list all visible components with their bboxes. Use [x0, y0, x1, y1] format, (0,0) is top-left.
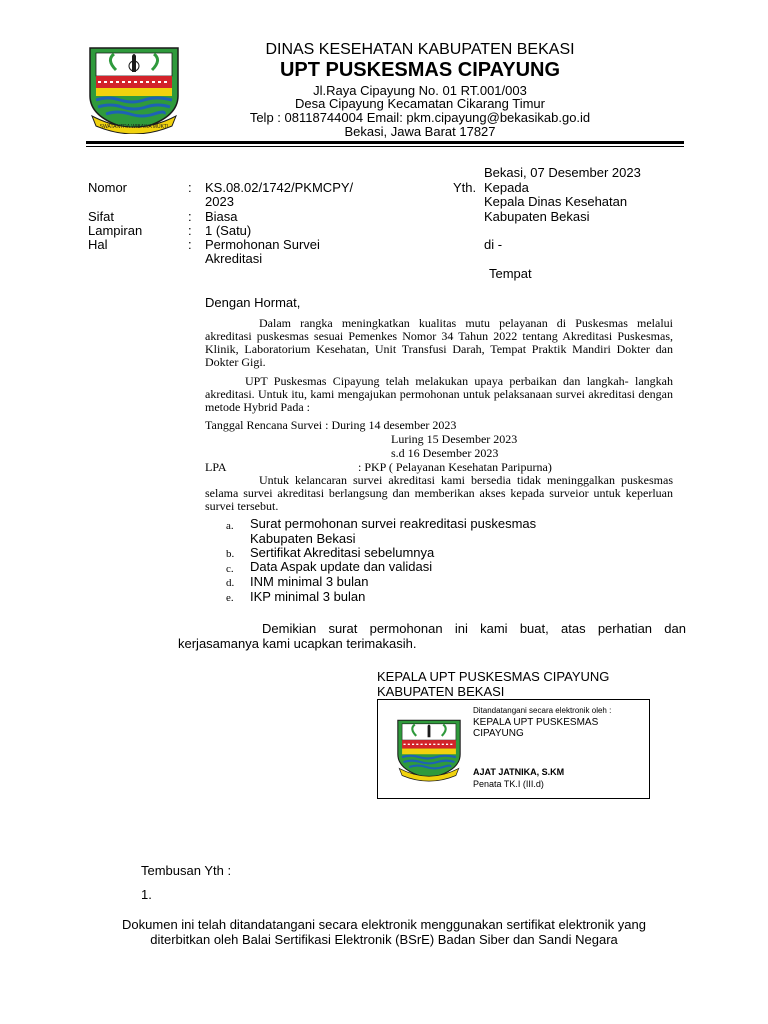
list-letter-b: b.: [226, 548, 235, 560]
header-divider-thick: [86, 141, 684, 144]
hal-value-1: Permohonan Survei: [205, 237, 320, 252]
esign-note: Ditandatangani secara elektronik oleh :: [473, 706, 612, 715]
survey-luring-line: Luring 15 Desember 2023: [391, 432, 518, 446]
recipient-line-1: Kepada: [484, 180, 529, 195]
signatory-title-2: KABUPATEN BEKASI: [377, 684, 505, 699]
footer-line-1: Dokumen ini telah ditandatangani secara elektronik menggunakan sertifikat elektronik yang: [122, 917, 646, 932]
list-item-b: Sertifikat Akreditasi sebelumnya: [250, 545, 435, 560]
list-item-a-line-1: Surat permohonan survei reakreditasi puskesmas: [250, 516, 537, 531]
nomor-value-1: KS.08.02/1742/PKMCPY/: [205, 180, 354, 195]
lampiran-colon: :: [188, 223, 192, 238]
list-item-d: INM minimal 3 bulan: [250, 574, 369, 589]
list-letter-c: c.: [226, 563, 234, 575]
institution-name: UPT PUSKESMAS CIPAYUNG: [279, 59, 561, 81]
address-line-2: Desa Cipayung Kecamatan Cikarang Timur: [294, 96, 545, 111]
sifat-colon: :: [188, 209, 192, 224]
body-paragraph-1: Dalam rangka meningkatkan kualitas mutu pelayanan di Puskesmas melalui akreditasi puskesmas sesuai Pemenkes Nomor 34 Tahun 2022 tentang Akreditasi Puskesmas, Klinik, Laboratorium Kesehatan, Unit Transfusi Darah, Tempat Praktik Mandiri Dokter dan Dokter Gigi.: [205, 316, 673, 369]
address-line-1: Jl.Raya Cipayung No. 01 RT.001/003: [313, 83, 527, 98]
list-letter-d: d.: [226, 577, 235, 589]
contact-line: Telp : 08118744004 Email: pkm.cipayung@bekasikab.go.id: [249, 110, 591, 125]
hal-value-2: Akreditasi: [205, 251, 263, 266]
sifat-label: Sifat: [88, 209, 115, 224]
logo-motto: SWATANTRA WIBAWA MUKTI: [99, 124, 169, 130]
hal-colon: :: [188, 237, 192, 252]
list-letter-e: e.: [226, 592, 234, 604]
esign-position-1: KEPALA UPT PUSKESMAS: [473, 717, 599, 728]
body-paragraph-3: Untuk kelancaran survei akreditasi kami bersedia tidak meninggalkan puskesmas selama survei akreditasi berlangsung dan memberikan akses kepada surveior untuk keperluan survei tersebut.: [205, 473, 673, 513]
header-divider-thin: [86, 146, 684, 147]
survey-date-line: Tanggal Rencana Survei : During 14 desember 2023: [205, 418, 457, 432]
tembusan-label: Tembusan Yth :: [141, 863, 232, 878]
recipient-line-2: Kepala Dinas Kesehatan: [484, 194, 628, 209]
signatory-name: AJAT JATNIKA, S.KM: [473, 767, 565, 777]
recipient-line-3: Kabupaten Bekasi: [484, 209, 590, 224]
hal-label: Hal: [88, 237, 108, 252]
lampiran-value: 1 (Satu): [205, 223, 252, 238]
greeting: Dengan Hormat,: [205, 295, 301, 310]
signatory-rank: Penata TK.I (III.d): [473, 779, 544, 789]
closing-paragraph: Demikian surat permohonan ini kami buat, atas perhatian dan kerjasamanya kami ucapkan terimakasih.: [178, 621, 686, 651]
lampiran-label: Lampiran: [88, 223, 143, 238]
signature-logo: [395, 709, 463, 791]
electronic-signature-box: [377, 699, 650, 799]
nomor-colon: :: [188, 180, 192, 195]
lpa-value: : PKP ( Pelayanan Kesehatan Paripurna): [358, 460, 552, 474]
body-paragraph-2: UPT Puskesmas Cipayung telah melakukan upaya perbaikan dan langkah- langkah akreditasi. Untuk itu, kami mengajukan permohonan untuk pelaksanaan survei akreditasi dengan metode Hybrid Pada :: [205, 374, 673, 414]
list-item-c: Data Aspak update dan validasi: [250, 559, 433, 574]
recipient-tempat: Tempat: [489, 266, 532, 281]
yth-label: Yth.: [453, 180, 477, 195]
tembusan-item-1: 1.: [141, 887, 152, 902]
esign-position-2: CIPAYUNG: [473, 728, 524, 739]
footer-line-2: diterbitkan oleh Balai Sertifikasi Elektronik (BSrE) Badan Siber dan Sandi Negara: [150, 932, 618, 947]
list-item-e: IKP minimal 3 bulan: [250, 589, 366, 604]
sifat-value: Biasa: [205, 209, 238, 224]
list-item-a-line-2: Kabupaten Bekasi: [250, 531, 356, 546]
nomor-label: Nomor: [88, 180, 128, 195]
survey-until-line: s.d 16 Desember 2023: [391, 446, 499, 460]
nomor-value-2: 2023: [205, 194, 234, 209]
agency-name: DINAS KESEHATAN KABUPATEN BEKASI: [265, 41, 575, 58]
letter-date: Bekasi, 07 Desember 2023: [484, 165, 641, 180]
lpa-label: LPA: [205, 460, 227, 474]
city-line: Bekasi, Jawa Barat 17827: [344, 124, 496, 139]
signatory-title-1: KEPALA UPT PUSKESMAS CIPAYUNG: [377, 669, 610, 684]
recipient-di: di -: [484, 237, 503, 252]
list-letter-a: a.: [226, 520, 234, 532]
